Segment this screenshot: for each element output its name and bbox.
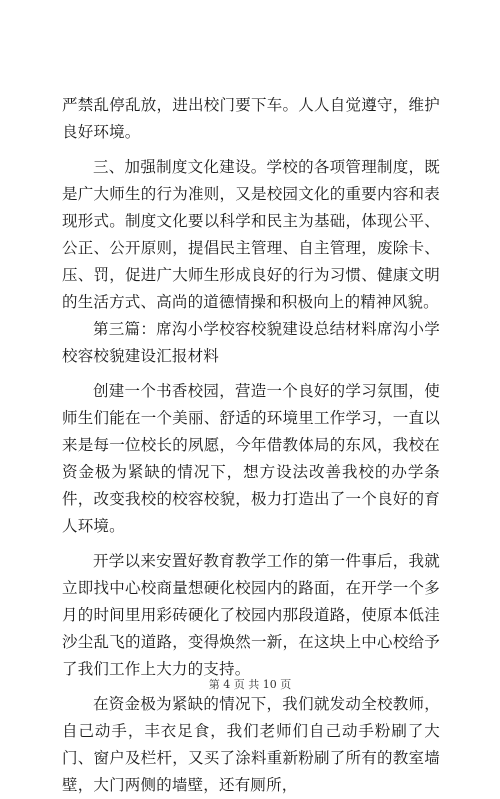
paragraph-painting: 在资金极为紧缺的情况下，我们就发动全校教师，自己动手，丰衣足食，我们老师们自己动手粉刷了大门、窗户及栏杆，又买了涂料重新粉刷了所有的教室墙壁，大门两侧的墙壁，还有厕所， [62,695,440,794]
paragraph-book-campus: 创建一个书香校园，营造一个良好的学习氛围，使师生们能在一个美丽、舒适的环境里工作学习，一直以来是每一位校长的夙愿，今年借教体局的东风，我校在资金极为紧缺的情况下，想方设法改善我校的办学条件，改变我校的校容校貌，极力打造出了一个良好的育人环境。 [62,382,440,535]
paragraph-road-hardening: 开学以来安置好教育教学工作的第一件事后，我就立即找中心校商量想硬化校园内的路面，在开学一个多月的时间里用彩砖硬化了校园内那段道路，使原本低洼沙尘乱飞的道路，变得焕然一新，在这块上中心校给予了我们工作上大力的支持。 [62,552,440,678]
paragraph-rules-ending: 严禁乱停乱放，进出校门要下车。人人自觉遵守，维护良好环境。 [62,96,440,141]
section-heading-third: 第三篇：席沟小学校容校貌建设总结材料席沟小学校容校貌建设汇报材料 [62,320,440,365]
paragraph-system-culture: 三、加强制度文化建设。学校的各项管理制度，既是广大师生的行为准则，又是校园文化的重要内容和表现形式。制度文化要以科学和民主为基础，体现公平、公正、公开原则，提倡民主管理、自主管理，废除卡、压、罚，促进广大师生形成良好的行为习惯、健康文明的生活方式、高尚的道德情操和积极向上的精神风貌。 [62,158,440,311]
page-number-label: 第 4 页 共 10 页 [208,678,292,691]
page-footer [0,676,500,692]
document-body [62,92,440,799]
